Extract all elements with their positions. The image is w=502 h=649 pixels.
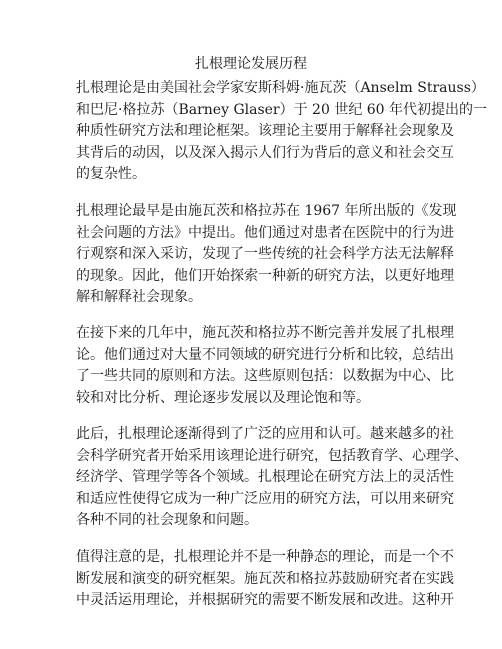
paragraph-line: 社会问题的方法》中提出。他们通过对患者在医院中的行为进	[76, 224, 454, 241]
paragraph-line: 会科学研究者开始采用该理论进行研究，包括教育学、心理学、	[76, 447, 468, 464]
paragraph-line: 经济学、管理学等各个领域。扎根理论在研究方法上的灵活性	[76, 469, 454, 486]
paragraph-line: 和适应性使得它成为一种广泛应用的研究方法，可以用来研究	[76, 490, 454, 507]
paragraph-line: 和巴尼·格拉苏（Barney Glaser）于 20 世纪 60 年代初提出的一	[76, 101, 488, 118]
paragraph-line: 此后，扎根理论逐渐得到了广泛的应用和认可。越来越多的社	[76, 426, 454, 442]
paragraph-line: 扎根理论是由美国社会学家安斯科姆·施瓦茨（Anselm Strauss）	[76, 80, 485, 96]
paragraph-line: 其背后的动因，以及深入揭示人们行为背后的意义和社会交互	[76, 144, 454, 161]
paragraph-line: 在接下来的几年中，施瓦茨和格拉苏不断完善并发展了扎根理	[76, 325, 454, 341]
paragraph-line: 较和对比分析、理论逐步发展以及理论饱和等。	[76, 389, 370, 406]
paragraph-line: 种质性研究方法和理论框架。该理论主要用于解释社会现象及	[76, 123, 454, 140]
paragraph-1	[76, 78, 488, 186]
paragraph-line: 解和解释社会现象。	[76, 289, 202, 306]
paragraph-2	[76, 201, 457, 309]
paragraph-line: 论。他们通过对大量不同领域的研究进行分析和比较，总结出	[76, 346, 454, 363]
document-title: 扎根理论发展历程	[195, 56, 307, 72]
paragraph-line: 的现象。因此，他们开始探索一种新的研究方法，以更好地理	[76, 267, 454, 284]
paragraph-line: 值得注意的是，扎根理论并不是一种静态的理论，而是一个不	[76, 549, 454, 565]
paragraph-line: 的复杂性。	[76, 166, 146, 183]
paragraph-line: 了一些共同的原则和方法。这些原则包括：以数据为中心、比	[76, 368, 454, 385]
paragraph-5	[76, 547, 454, 612]
paragraph-line: 扎根理论最早是由施瓦茨和格拉苏在 1967 年所出版的《发现	[76, 203, 457, 219]
paragraph-line: 断发展和演变的研究框架。施瓦茨和格拉苏鼓励研究者在实践	[76, 570, 454, 587]
paragraph-line: 行观察和深入采访，发现了一些传统的社会科学方法无法解释	[76, 246, 454, 263]
paragraph-4	[76, 424, 468, 532]
paragraph-3	[76, 323, 454, 409]
paragraph-line: 各种不同的社会现象和问题。	[76, 512, 258, 529]
paragraph-line: 中灵活运用理论，并根据研究的需要不断发展和改进。这种开	[76, 592, 454, 609]
